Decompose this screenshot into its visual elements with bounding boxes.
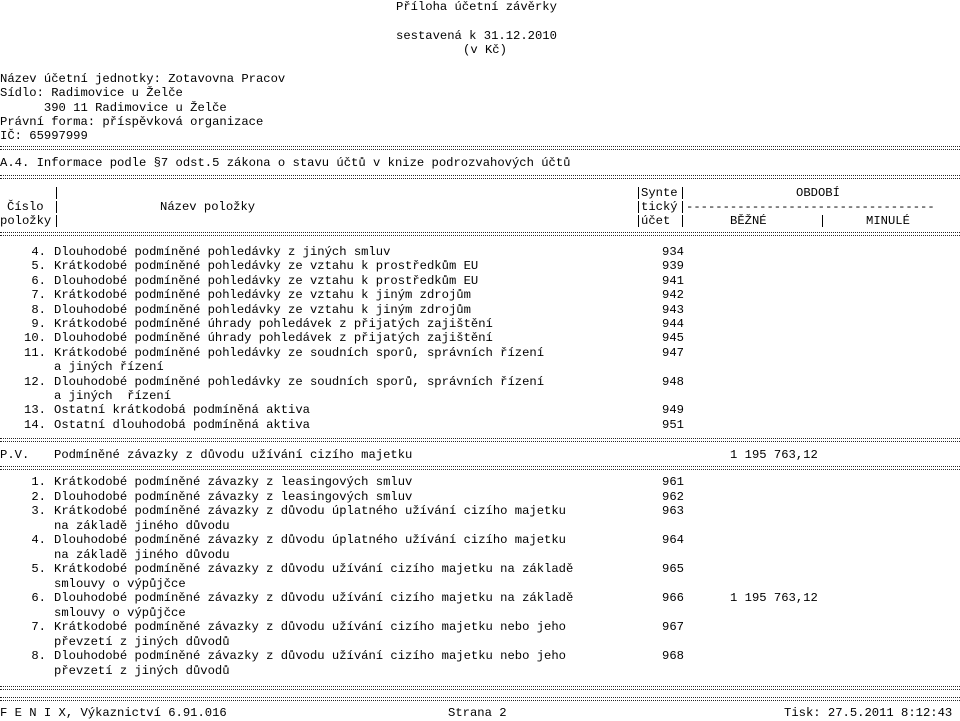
row-label: Krátkodobé podmíněné úhrady pohledávek z přijatých zajištění (54, 317, 493, 331)
row-number: 8. (31, 302, 46, 317)
row-label: Krátkodobé podmíněné závazky z důvodu úplatného užívání cizího majetku (54, 504, 566, 518)
header-ticky: tický (641, 200, 678, 214)
row-label-continuation: na základě jiného důvodu (54, 518, 230, 533)
header-synte: Synte (641, 186, 678, 200)
row-account: 934 (662, 245, 684, 259)
row-number: 6. (31, 273, 46, 288)
entity-seat: Sídlo: Radimovice u Želče (0, 86, 183, 100)
header-polozky: položky (0, 214, 52, 228)
divider (0, 232, 960, 236)
row-label: Dlouhodobé podmíněné pohledávky z jiných smluv (54, 245, 391, 259)
row-label-continuation: převzetí z jiných důvodů (54, 634, 230, 649)
column-separator (822, 215, 823, 227)
row-account: 939 (662, 259, 684, 274)
section-pv-current: 1 195 763,12 (730, 448, 818, 462)
divider (0, 438, 960, 442)
row-number: 5. (31, 562, 46, 576)
row-label-continuation: a jiných řízení (54, 389, 172, 403)
row-label: Dlouhodobé podmíněné závazky z důvodu úplatného užívání cizího majetku (54, 533, 566, 547)
row-label: Krátkodobé podmíněné pohledávky ze vztahu k jiným zdrojům (54, 288, 471, 303)
row-account: 968 (662, 649, 684, 663)
row-number: 11. (24, 345, 46, 360)
row-label: Ostatní dlouhodobá podmíněná aktiva (54, 417, 310, 432)
divider (0, 466, 960, 470)
row-account: 947 (662, 345, 684, 360)
report-date: sestavená k 31.12.2010 (396, 29, 557, 43)
row-number: 1. (31, 475, 46, 489)
row-label: Krátkodobé podmíněné pohledávky ze vztahu k prostředkům EU (54, 259, 479, 274)
row-label: Krátkodobé podmíněné závazky z důvodu užívání cizího majetku nebo jeho (54, 620, 566, 634)
row-account: 941 (662, 273, 684, 288)
divider (0, 146, 960, 150)
entity-address: 390 11 Radimovice u Želče (0, 101, 227, 115)
footer-printed: Tisk: 27.5.2011 8:12:43 (784, 706, 953, 720)
row-account: 942 (662, 288, 684, 303)
row-account: 948 (662, 374, 684, 389)
footer-software: F E N I X, Výkaznictví 6.91.016 (0, 706, 227, 720)
footer-page: Strana 2 (448, 706, 507, 720)
row-label: Dlouhodobé podmíněné pohledávky ze soudních sporů, správních řízení (54, 374, 545, 389)
row-number: 14. (24, 417, 46, 432)
row-label: Dlouhodobé podmíněné závazky z důvodu užívání cizího majetku na základě (54, 591, 574, 605)
row-number: 13. (24, 403, 46, 418)
entity-legal-form: Právní forma: příspěvková organizace (0, 115, 264, 129)
row-account: 965 (662, 562, 684, 576)
header-ucet: účet (641, 214, 671, 228)
column-separator (682, 201, 683, 213)
row-number: 2. (31, 489, 46, 504)
report-units: (v Kč) (463, 43, 507, 57)
divider (0, 686, 960, 690)
divider (0, 697, 960, 701)
row-account: 962 (662, 489, 684, 504)
row-label-continuation: smlouvy o výpůjčce (54, 576, 186, 591)
report-title: Příloha účetní závěrky (396, 0, 557, 14)
row-label-continuation: na základě jiného důvodu (54, 547, 230, 562)
row-account: 967 (662, 620, 684, 634)
header-nazev: Název položky (160, 200, 256, 214)
row-label-continuation: převzetí z jiných důvodů (54, 663, 230, 678)
row-current-period: 1 195 763,12 (730, 591, 818, 605)
row-account: 951 (662, 417, 684, 432)
header-dashes: ---------------------------------- (686, 200, 935, 214)
header-bezne: BĚŽNÉ (730, 214, 767, 228)
column-separator (638, 187, 639, 199)
row-label: Dlouhodobé podmíněné pohledávky ze vztahu k jiným zdrojům (54, 302, 471, 317)
row-number: 12. (24, 374, 46, 389)
row-label-continuation: smlouvy o výpůjčce (54, 605, 186, 620)
header-cislo: Číslo (7, 200, 44, 214)
row-account: 963 (662, 504, 684, 518)
row-number: 7. (31, 288, 46, 303)
row-number: 8. (31, 649, 46, 663)
row-account: 961 (662, 475, 684, 489)
column-separator (56, 201, 57, 213)
row-number: 10. (24, 331, 46, 346)
row-label: Ostatní krátkodobá podmíněná aktiva (54, 403, 310, 418)
row-label: Dlouhodobé podmíněné závazky z důvodu užívání cizího majetku nebo jeho (54, 649, 566, 663)
column-separator (682, 215, 683, 227)
row-number: 5. (31, 259, 46, 274)
row-account: 945 (662, 331, 684, 346)
row-label-continuation: a jiných řízení (54, 360, 164, 375)
row-label: Krátkodobé podmíněné závazky z leasingových smluv (54, 475, 413, 489)
entity-id: IČ: 65997999 (0, 129, 88, 143)
row-label: Krátkodobé podmíněné závazky z důvodu užívání cizího majetku na základě (54, 562, 574, 576)
entity-name: Název účetní jednotky: Zotavovna Pracov (0, 72, 286, 86)
row-number: 3. (31, 504, 46, 518)
row-number: 6. (31, 591, 46, 605)
section-title: A.4. Informace podle §7 odst.5 zákona o stavu účtů v knize podrozvahových účtů (0, 156, 571, 170)
row-account: 943 (662, 302, 684, 317)
row-label: Krátkodobé podmíněné pohledávky ze soudních sporů, správních řízení (54, 345, 545, 360)
row-number: 4. (31, 533, 46, 547)
row-account: 966 (662, 591, 684, 605)
divider (0, 175, 960, 179)
row-label: Dlouhodobé podmíněné pohledávky ze vztahu k prostředkům EU (54, 273, 479, 288)
row-number: 9. (31, 317, 46, 331)
section-pv-title: Podmíněné závazky z důvodu užívání cizího majetku (54, 448, 413, 462)
row-account: 944 (662, 317, 684, 331)
section-pv-code: P.V. (0, 448, 30, 462)
row-label: Dlouhodobé podmíněné závazky z leasingových smluv (54, 489, 413, 504)
row-label: Dlouhodobé podmíněné úhrady pohledávek z přijatých zajištění (54, 331, 493, 346)
column-separator (56, 187, 57, 199)
header-minule: MINULÉ (866, 214, 910, 228)
column-separator (638, 201, 639, 213)
row-account: 949 (662, 403, 684, 418)
row-number: 4. (31, 245, 46, 259)
column-separator (638, 215, 639, 227)
header-obdobi: OBDOBÍ (796, 186, 840, 200)
column-separator (682, 187, 683, 199)
row-number: 7. (31, 620, 46, 634)
row-account: 964 (662, 533, 684, 547)
column-separator (56, 215, 57, 227)
